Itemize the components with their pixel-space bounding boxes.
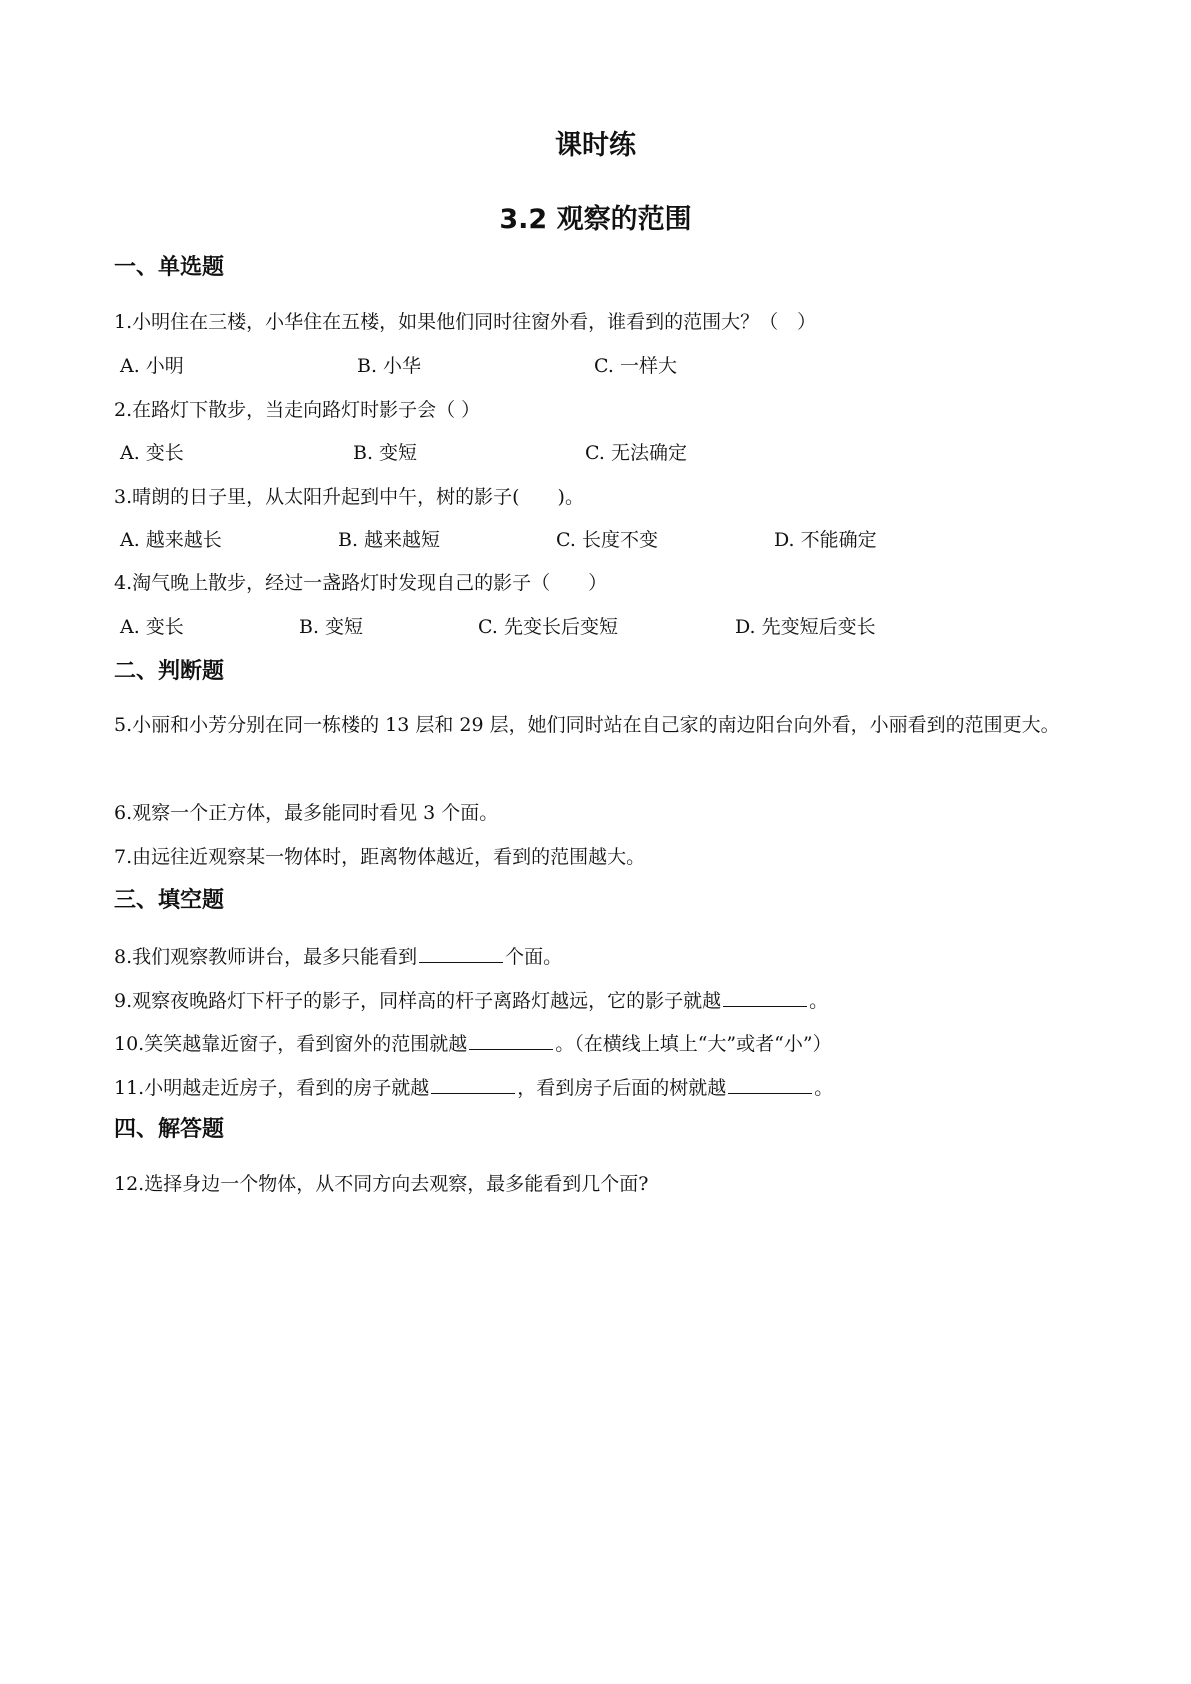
question-3: 3.晴朗的日子里，从太阳升起到中午，树的影子( )。 [114, 486, 584, 508]
answer-blank [469, 1029, 553, 1050]
section-heading-answer: 四、解答题 [114, 1117, 225, 1142]
question-9 [114, 986, 828, 1014]
question-11 [114, 1073, 833, 1101]
answer-blank [723, 986, 807, 1007]
q4-option-c: C. 先变长后变短 [478, 616, 618, 638]
q4-option-d: D. 先变短后变长 [735, 616, 876, 638]
answer-blank [728, 1073, 812, 1094]
question-8 [114, 942, 562, 970]
q1-option-a: A. 小明 [120, 355, 184, 377]
q4-option-a: A. 变长 [120, 616, 184, 638]
section-heading-single-choice: 一、单选题 [114, 255, 225, 280]
q3-option-a: A. 越来越长 [120, 529, 222, 551]
q11-text-start: 11.小明越走近房子，看到的房子就越 [114, 1077, 430, 1099]
q8-text-start: 8.我们观察教师讲台，最多只能看到 [114, 946, 418, 968]
q11-text-end: 。 [814, 1077, 834, 1099]
q3-option-d: D. 不能确定 [774, 529, 877, 551]
q11-text-middle: ，看到房子后面的树就越 [517, 1077, 727, 1099]
q1-option-c: C. 一样大 [594, 355, 677, 377]
page-title: 课时练 [555, 130, 636, 161]
q1-option-b: B. 小华 [357, 355, 422, 377]
q2-option-a: A. 变长 [120, 442, 184, 464]
q2-option-b: B. 变短 [353, 442, 418, 464]
q4-option-b: B. 变短 [299, 616, 364, 638]
question-7: 7.由远往近观察某一物体时，距离物体越近，看到的范围越大。 [114, 846, 646, 868]
question-5: 5.小丽和小芳分别在同一栋楼的 13 层和 29 层，她们同时站在自己家的南边阳台向外看，小丽看到的范围更大。 [114, 714, 1060, 736]
question-1: 1.小明住在三楼，小华住在五楼，如果他们同时往窗外看，谁看到的范围大？（ ） [114, 311, 817, 333]
question-4: 4.淘气晚上散步，经过一盏路灯时发现自己的影子（ ） [114, 572, 608, 594]
q10-text-end: 。（在横线上填上“大”或者“小”） [555, 1033, 832, 1055]
answer-blank [419, 942, 503, 963]
q2-option-c: C. 无法确定 [585, 442, 687, 464]
question-6: 6.观察一个正方体，最多能同时看见 3 个面。 [114, 802, 499, 824]
section-heading-true-false: 二、判断题 [114, 659, 225, 684]
q3-option-c: C. 长度不变 [556, 529, 658, 551]
section-heading-fill-in: 三、填空题 [114, 888, 225, 913]
q9-text-start: 9.观察夜晚路灯下杆子的影子，同样高的杆子离路灯越远，它的影子就越 [114, 990, 722, 1012]
lesson-subtitle: 3.2 观察的范围 [499, 204, 692, 235]
question-12: 12.选择身边一个物体，从不同方向去观察，最多能看到几个面? [114, 1173, 649, 1195]
answer-blank [431, 1073, 515, 1094]
question-10 [114, 1029, 832, 1057]
q10-text-start: 10.笑笑越靠近窗子，看到窗外的范围就越 [114, 1033, 468, 1055]
q8-text-end: 个面。 [505, 946, 563, 968]
q3-option-b: B. 越来越短 [338, 529, 441, 551]
q9-text-end: 。 [809, 990, 829, 1012]
question-2: 2.在路灯下散步，当走向路灯时影子会（ ） [114, 399, 481, 421]
